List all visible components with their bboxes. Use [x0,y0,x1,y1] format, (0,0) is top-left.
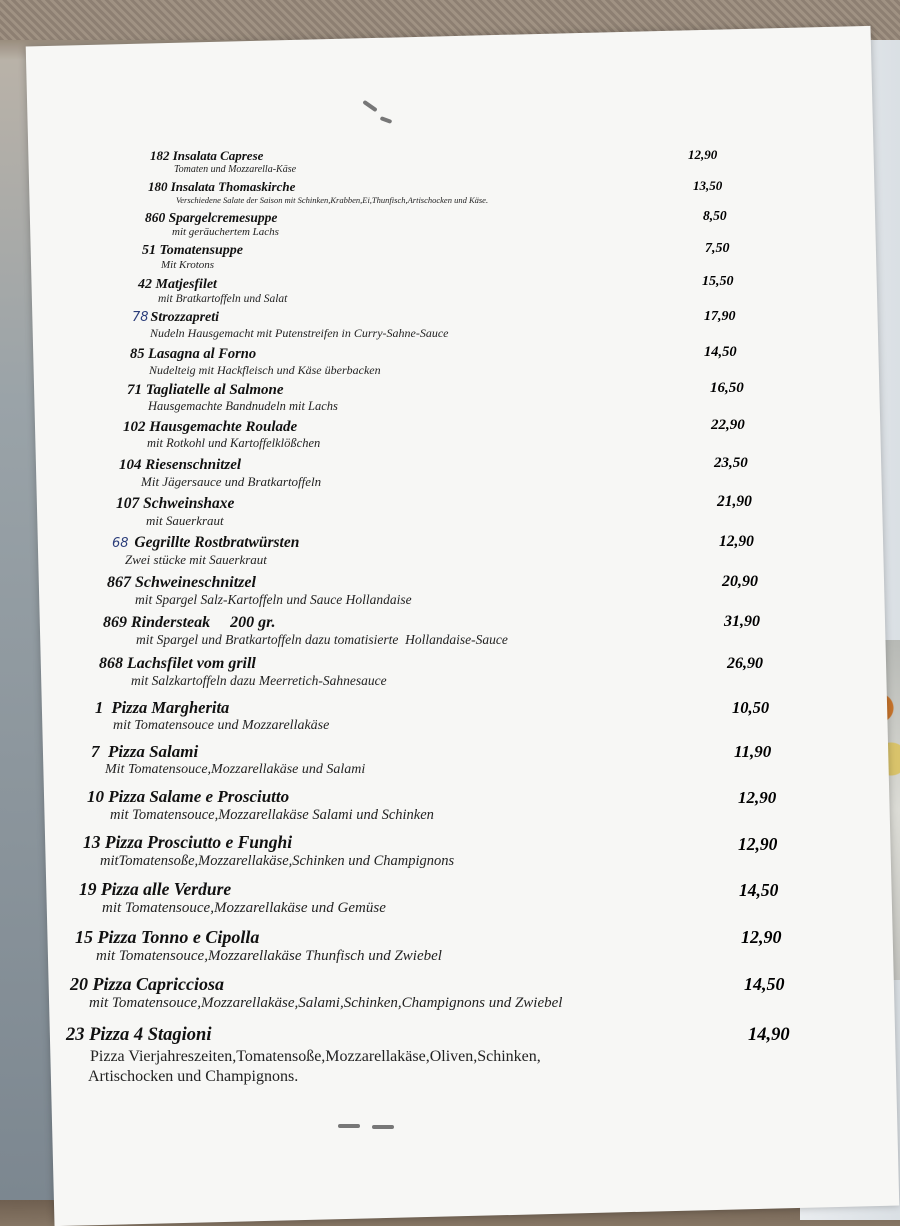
item-number: 867 [107,574,131,591]
item-number: 42 [138,277,152,292]
menu-item [75,927,442,965]
item-name: Pizza Tonno e Cipolla [97,927,260,947]
item-name: Pizza Capricciosa [92,974,225,994]
menu-item [87,787,434,824]
item-description: mit Tomatensouce und Mozzarellakäse [113,718,330,733]
item-description: mit geräuchertem Lachs [172,226,279,238]
menu-item [79,879,386,917]
item-name: Spargelcremesuppe [168,210,278,225]
item-description: mit Tomatensouce,Mozzarellakäse Salami und Schinken [110,807,434,823]
handwritten-number: 68 [112,536,129,551]
item-number: 7 [91,742,100,761]
item-name: Schweinshaxe [143,495,235,512]
menu-item [119,457,321,490]
item-name: Riesenschnitzel [145,457,242,473]
item-price: 12,90 [688,147,718,162]
item-description: mit Salzkartoffeln dazu Meerretich-Sahnesauce [131,673,387,688]
menu-item [123,419,320,451]
item-name: Hausgemachte Roulade [149,419,298,435]
item-description: Hausgemachte Bandnudeln mit Lachs [148,399,338,413]
item-price: 12,90 [719,533,754,550]
item-description: mit Rotkohl und Kartoffelklößchen [147,436,321,450]
item-price: 7,50 [705,241,730,256]
item-number: 15 [75,927,93,947]
item-price: 26,90 [727,655,763,672]
item-name: Tomatensuppe [159,243,243,258]
item-name: Gegrillte Rostbratwürsten [134,534,300,551]
item-price: 14,50 [744,974,785,994]
item-name: Tagliatelle al Salmone [145,382,284,398]
item-description: Nudelteig mit Hackfleisch und Käse überbacken [149,363,381,377]
item-number: 182 [150,148,170,163]
item-number: 71 [127,382,142,398]
staple-bottom [372,1125,394,1129]
item-description: Mit Krotons [161,259,215,271]
item-name: Matjesfilet [155,277,217,292]
item-description: Pizza Vierjahreszeiten,Tomatensoße,Mozzarellakäse,Oliven,Schinken, [90,1048,541,1065]
menu-item [70,974,562,1012]
item-description: mit Tomatensouce,Mozzarellakäse,Salami,Schinken,Champignons und Zwiebel [89,995,563,1011]
menu-item [66,1025,541,1086]
item-price: 8,50 [703,208,727,223]
menu-item [132,310,449,341]
item-number: 20 [70,974,88,994]
item-description: mit Tomatensouce,Mozzarellakäse Thunfisch und Zwiebel [96,948,442,964]
menu-item [138,277,287,305]
item-description: Nudeln Hausgemacht mit Putenstreifen in Curry-Sahne-Sauce [150,326,449,340]
item-number: 180 [148,179,168,194]
item-number: 19 [79,879,97,899]
menu-item [145,210,279,238]
item-number: 868 [99,655,123,672]
staple-bottom [338,1124,360,1128]
item-number: 85 [130,346,145,362]
menu-item [148,179,488,205]
item-number: 107 [116,495,140,512]
item-price: 12,90 [741,927,782,947]
menu-item [127,382,338,414]
item-description: mit Spargel Salz-Kartoffeln und Sauce Hollandaise [135,592,412,607]
menu-item [83,832,454,870]
menu-item [103,614,508,648]
item-name: Lachsfilet vom grill [127,655,256,672]
menu-item [142,243,243,271]
item-name: Pizza Margherita [107,698,230,717]
item-number: 104 [119,457,142,473]
item-price: 10,50 [732,698,770,717]
item-description: Zwei stücke mit Sauerkraut [125,552,267,567]
menu-item [116,495,234,529]
item-price: 23,50 [714,455,748,471]
item-price: 14,50 [704,344,737,360]
item-price: 12,90 [738,788,777,807]
item-name: Pizza 4 Stagioni [89,1025,212,1045]
menu-item [99,655,387,689]
item-price: 14,50 [739,880,779,900]
item-number: 1 [95,698,104,717]
handwritten-number: 78 [132,310,149,325]
item-name: Pizza alle Verdure [100,879,232,899]
menu-item [95,698,329,734]
item-name: Insalata Caprese [172,148,264,163]
item-name: Pizza Salame e Prosciutto [108,787,290,806]
item-price: 16,50 [710,380,744,396]
item-price: 15,50 [702,274,734,289]
item-name: Schweineschnitzel [135,574,256,591]
item-description-continued: Artischocken und Champignons. [88,1068,299,1085]
item-price: 20,90 [722,573,758,590]
item-description: Verschiedene Salate der Saison mit Schinken,Krabben,Ei,Thunfisch,Artischocken und Käse. [176,195,489,205]
item-number: 23 [66,1025,85,1045]
item-description: mit Tomatensouce,Mozzarellakäse und Gemüse [102,900,386,916]
menu-item [130,346,381,378]
item-number: 860 [145,210,166,225]
item-price: 14,90 [748,1025,790,1045]
item-price: 17,90 [704,309,736,324]
item-price: 21,90 [717,493,752,510]
item-description: mit Spargel und Bratkartoffeln dazu tomatisierte Hollandaise-Sauce [136,632,508,647]
item-number: 51 [142,243,156,258]
item-number: 13 [83,832,101,852]
item-name: Insalata Thomaskirche [170,179,296,194]
item-name: Pizza Salami [103,742,199,761]
item-name: Lasagna al Forno [148,346,257,362]
menu-item [91,742,365,778]
item-description: mitTomatensoße,Mozzarellakäse,Schinken und Champignons [100,853,455,869]
item-description: Mit Tomatensouce,Mozzarellakäse und Salami [105,762,366,777]
item-description: Mit Jägersauce und Bratkartoffeln [141,474,322,489]
item-name: Rindersteak 200 gr. [131,614,276,631]
item-number: 10 [87,787,104,806]
item-price: 11,90 [734,742,772,761]
menu-item [107,574,412,608]
item-price: 31,90 [724,613,760,630]
item-name: Pizza Prosciutto e Funghi [104,832,293,852]
item-name: Strozzapreti [150,310,220,325]
menu-item [150,148,296,175]
menu-item [112,534,299,568]
item-description: mit Sauerkraut [146,513,224,528]
item-description: Tomaten und Mozzarella-Käse [174,164,297,175]
item-price: 22,90 [711,417,745,433]
item-number: 102 [123,419,146,435]
item-description: mit Bratkartoffeln und Salat [158,293,288,305]
item-number: 869 [103,614,127,631]
item-price: 13,50 [693,178,723,193]
item-price: 12,90 [738,834,778,854]
